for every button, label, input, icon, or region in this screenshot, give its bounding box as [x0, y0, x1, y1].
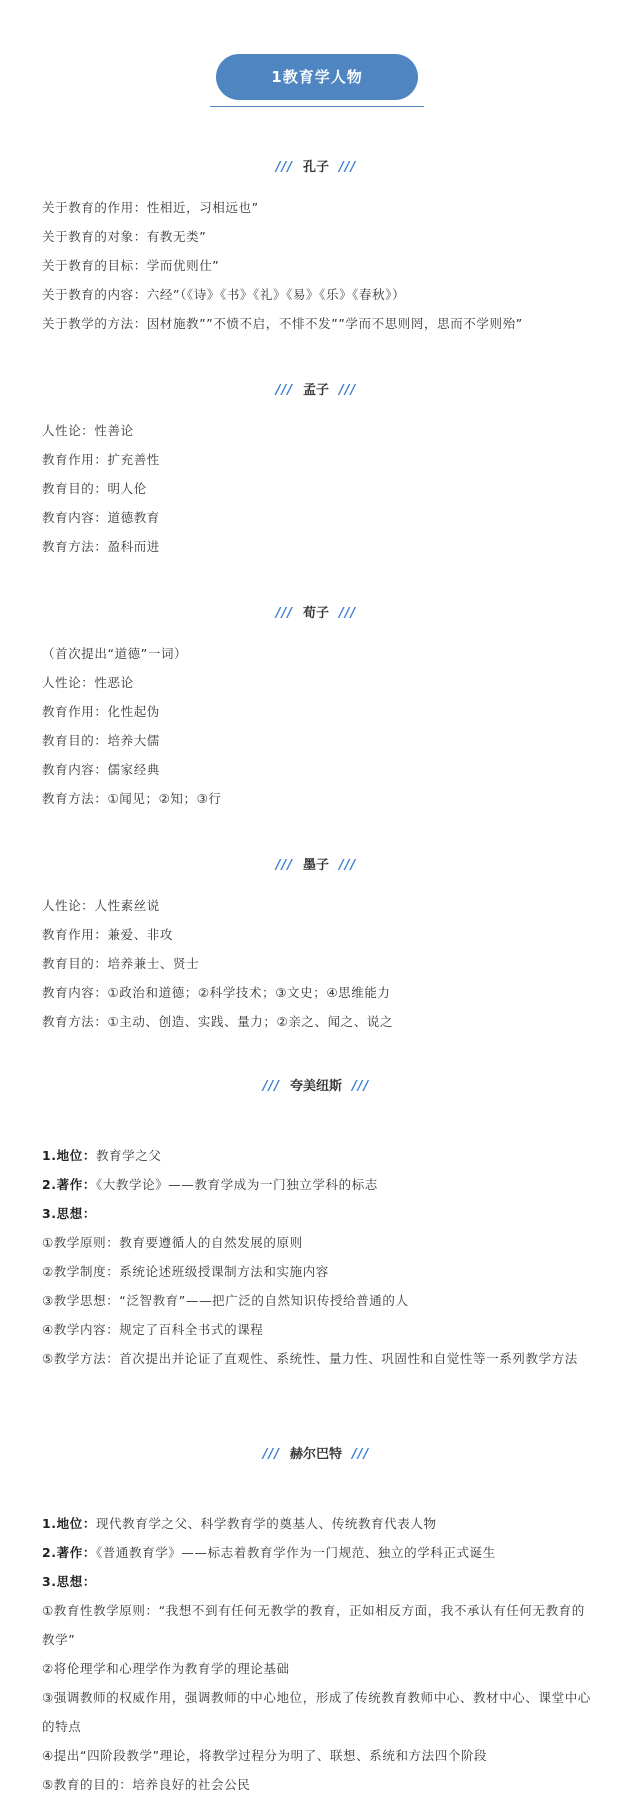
text-line: 教育内容：道德教育: [42, 510, 160, 525]
text-line: 人性论：人性素丝说: [42, 898, 160, 913]
work-text: 《普通教育学》——标志着教育学作为一门规范、独立的学科正式诞生: [95, 1545, 496, 1560]
text-line: 关于教育的对象：有教无类”: [42, 229, 207, 244]
text-line: 人性论：性善论: [42, 423, 134, 438]
text-line: ②教学制度：系统论述班级授课制方法和实施内容: [42, 1264, 329, 1279]
text-line: 教育方法：盈科而进: [42, 539, 160, 554]
title-underline: [210, 106, 424, 107]
section-heading-comenius: [0, 1077, 632, 1097]
status-label: 1.地位：: [42, 1516, 96, 1531]
work-label: 2.著作：: [42, 1177, 96, 1192]
work-text: 《大教学论》——教育学成为一门独立学科的标志: [95, 1177, 378, 1192]
thought-heading: [42, 1572, 602, 1592]
section-title: 荀子: [302, 606, 329, 621]
slash-decoration-icon: ///: [352, 1447, 370, 1462]
text-line: 教育方法：①闻见；②知；③行: [42, 791, 222, 806]
text-line: 关于教育的作用：性相近，习相远也”: [42, 200, 259, 215]
section-title: 孟子: [302, 383, 329, 398]
text-line: 教育方法：①主动、创造、实践、量力；②亲之、闻之、说之: [42, 1014, 394, 1029]
text-line: 人性论：性恶论: [42, 675, 134, 690]
section-heading-herbart: [0, 1445, 632, 1465]
text-line-wrapped: ①教育性教学原则：“我想不到有任何无教学的教育，正如相反方面，我不承认有任何无教育的教学”: [42, 1603, 585, 1647]
status-text: 教育学之父: [95, 1148, 162, 1163]
section-title: 墨子: [302, 858, 329, 873]
slash-decoration-icon: ///: [339, 606, 357, 621]
text-line: （首次提出“道德”一词）: [42, 646, 188, 661]
slash-decoration-icon: ///: [275, 160, 293, 175]
text-line-wrapped: ③强调教师的权威作用，强调教师的中心地位，形成了传统教育教师中心、教材中心、课堂中心的特点: [42, 1690, 591, 1734]
text-line: 教育内容：①政治和道德；②科学技术；③文史；④思维能力: [42, 985, 391, 1000]
page-title: 1教育学人物: [216, 54, 418, 100]
slash-decoration-icon: ///: [339, 858, 357, 873]
text-line: 教育作用：化性起伪: [42, 704, 160, 719]
text-line: 教育目的：培养大儒: [42, 733, 160, 748]
text-line: 关于教学的方法：因材施教””不愤不启，不悱不发””学而不思则罔，思而不学则殆”: [42, 316, 523, 331]
status-line: [42, 1146, 602, 1166]
text-line: 教育目的：培养兼士、贤士: [42, 956, 200, 971]
work-line: [42, 1175, 602, 1195]
section-heading-kongzi: [0, 158, 632, 178]
thought-label: 3.思想：: [42, 1206, 96, 1221]
slash-decoration-icon: ///: [262, 1079, 280, 1094]
work-label: 2.著作：: [42, 1545, 96, 1560]
slash-decoration-icon: ///: [262, 1447, 280, 1462]
text-line: ①教学原则：教育要遵循人的自然发展的原则: [42, 1235, 303, 1250]
text-line: ④提出“四阶段教学”理论，将教学过程分为明了、联想、系统和方法四个阶段: [42, 1748, 488, 1763]
thought-label: 3.思想：: [42, 1574, 96, 1589]
text-line: ③教学思想：“泛智教育”——把广泛的自然知识传授给普通的人: [42, 1293, 409, 1308]
status-text: 现代教育学之父、科学教育学的奠基人、传统教育代表人物: [95, 1516, 437, 1531]
section-title: 孔子: [302, 160, 329, 175]
text-line: 关于教育的内容：六经”（《诗》《书》《礼》《易》《乐》《春秋》）: [42, 287, 406, 302]
text-line: ⑤教育的目的：培养良好的社会公民: [42, 1777, 251, 1792]
slash-decoration-icon: ///: [339, 383, 357, 398]
text-line: 教育作用：扩充善性: [42, 452, 160, 467]
section-heading-mozi: [0, 856, 632, 876]
section-heading-xunzi: [0, 604, 632, 624]
title-banner: [0, 54, 632, 114]
work-line: [42, 1543, 602, 1563]
text-line: 关于教育的目标：学而优则仕”: [42, 258, 220, 273]
section-title: 夸美纽斯: [289, 1079, 342, 1094]
text-line: ④教学内容：规定了百科全书式的课程: [42, 1322, 264, 1337]
text-line: 教育作用：兼爱、非攻: [42, 927, 174, 942]
text-line: ②将伦理学和心理学作为教育学的理论基础: [42, 1661, 290, 1676]
slash-decoration-icon: ///: [352, 1079, 370, 1094]
slash-decoration-icon: ///: [275, 383, 293, 398]
slash-decoration-icon: ///: [275, 858, 293, 873]
thought-heading: [42, 1204, 602, 1224]
section-heading-mengzi: [0, 381, 632, 401]
slash-decoration-icon: ///: [275, 606, 293, 621]
text-line: 教育内容：儒家经典: [42, 762, 160, 777]
status-label: 1.地位：: [42, 1148, 96, 1163]
status-line: [42, 1514, 602, 1534]
section-title: 赫尔巴特: [289, 1447, 342, 1462]
slash-decoration-icon: ///: [339, 160, 357, 175]
text-line-wrapped: ⑤教学方法：首次提出并论证了直观性、系统性、量力性、巩固性和自觉性等一系列教学方法: [42, 1351, 578, 1366]
text-line: 教育目的：明人伦: [42, 481, 147, 496]
